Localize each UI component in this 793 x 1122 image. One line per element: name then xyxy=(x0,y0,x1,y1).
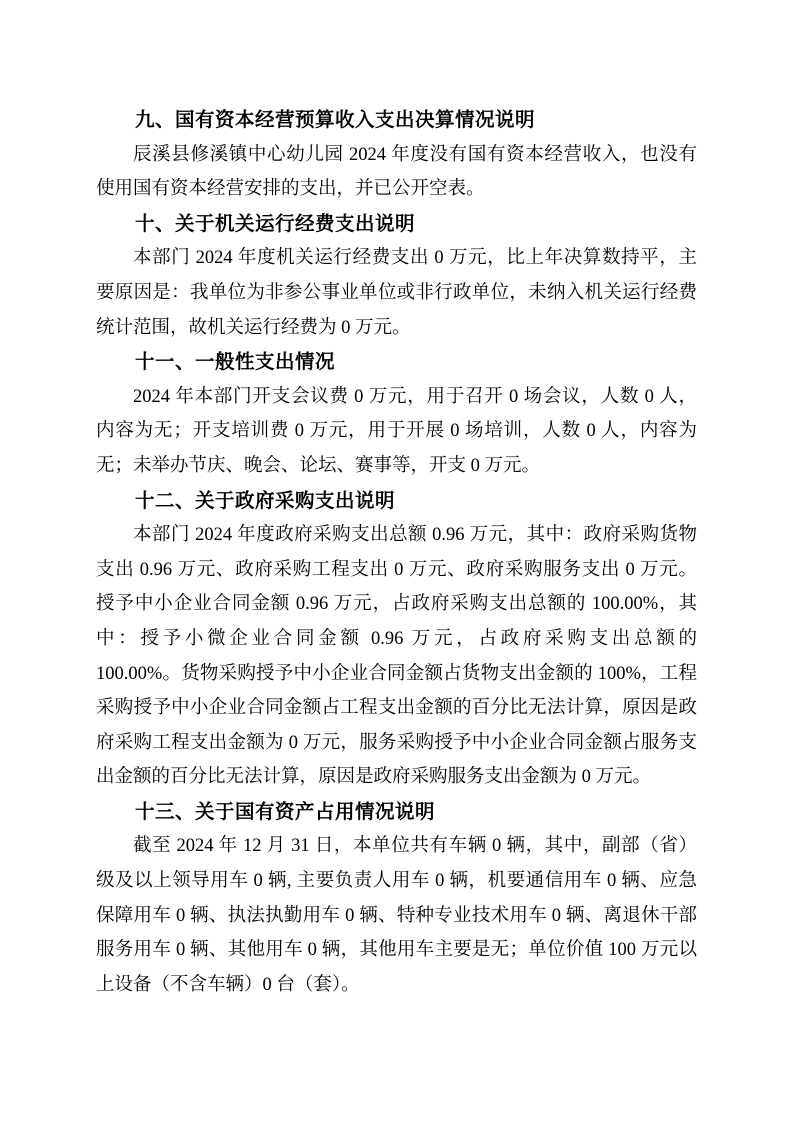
section-heading-12: 十二、关于政府采购支出说明 xyxy=(135,489,396,512)
paragraph-line: 本部门 2024 年度政府采购支出总额 0.96 万元，其中：政府采购货物 xyxy=(133,525,697,546)
paragraph-line: 辰溪县修溪镇中心幼儿园 2024 年度没有国有资本经营收入，也没有 xyxy=(133,144,697,165)
paragraph-line: 保障用车 0 辆、执法执勤用车 0 辆、特种专业技术用车 0 辆、离退休干部 xyxy=(96,905,697,926)
section-heading-11: 十一、一般性支出情况 xyxy=(135,351,336,374)
paragraph-line: 无；未举办节庆、晚会、论坛、赛事等，开支 0 万元。 xyxy=(96,455,541,476)
section-agency-operating-expenses xyxy=(96,207,697,345)
paragraph-line: 要原因是：我单位为非参公事业单位或非行政单位，未纳入机关运行经费 xyxy=(96,282,697,303)
section-heading-9: 九、国有资本经营预算收入支出决算情况说明 xyxy=(135,109,536,131)
document-content xyxy=(96,103,697,1002)
paragraph-line: 2024 年本部门开支会议费 0 万元，用于召开 0 场会议，人数 0 人， xyxy=(133,386,697,407)
paragraph-line: 授予中小企业合同金额 0.96 万元，占政府采购支出总额的 100.00%，其 xyxy=(96,594,697,615)
section-government-procurement xyxy=(96,484,697,795)
section-state-asset-occupancy xyxy=(96,795,697,1003)
section-heading-10: 十、关于机关运行经费支出说明 xyxy=(135,212,416,235)
paragraph-line: 府采购工程支出金额为 0 万元，服务采购授予中小企业合同金额占服务支 xyxy=(96,732,697,753)
section-state-capital-budget xyxy=(96,103,697,207)
paragraph-line: 中：授予小微企业合同金额 0.96 万元，占政府采购支出总额的 xyxy=(96,628,697,649)
paragraph-line: 内容为无；开支培训费 0 万元，用于开展 0 场培训，人数 0 人，内容为 xyxy=(96,421,697,442)
paragraph-line: 出金额的百分比无法计算，原因是政府采购服务支出金额为 0 万元。 xyxy=(96,767,652,788)
paragraph-line: 截至 2024 年 12 月 31 日，本单位共有车辆 0 辆，其中，副部（省） xyxy=(133,836,697,857)
paragraph-line: 采购授予中小企业合同金额占工程支出金额的百分比无法计算，原因是政 xyxy=(96,698,697,719)
paragraph-line: 支出 0.96 万元、政府采购工程支出 0 万元、政府采购服务支出 0 万元。 xyxy=(96,559,697,580)
paragraph-line: 使用国有资本经营安排的支出，并已公开空表。 xyxy=(96,179,485,200)
section-heading-13: 十三、关于国有资产占用情况说明 xyxy=(135,800,436,823)
paragraph-line: 统计范围，故机关运行经费为 0 万元。 xyxy=(96,317,411,338)
paragraph-line: 上设备（不含车辆）0 台（套）。 xyxy=(96,974,360,995)
section-general-expenditures xyxy=(96,345,697,483)
paragraph-line: 服务用车 0 辆、其他用车 0 辆，其他用车主要是无；单位价值 100 万元以 xyxy=(96,940,697,961)
paragraph-line: 本部门 2024 年度机关运行经费支出 0 万元，比上年决算数持平，主 xyxy=(133,248,697,269)
paragraph-line: 100.00%。货物采购授予中小企业合同金额占货物支出金额的 100%，工程 xyxy=(96,663,697,684)
paragraph-line: 级及以上领导用车 0 辆, 主要负责人用车 0 辆，机要通信用车 0 辆、应急 xyxy=(96,871,697,892)
